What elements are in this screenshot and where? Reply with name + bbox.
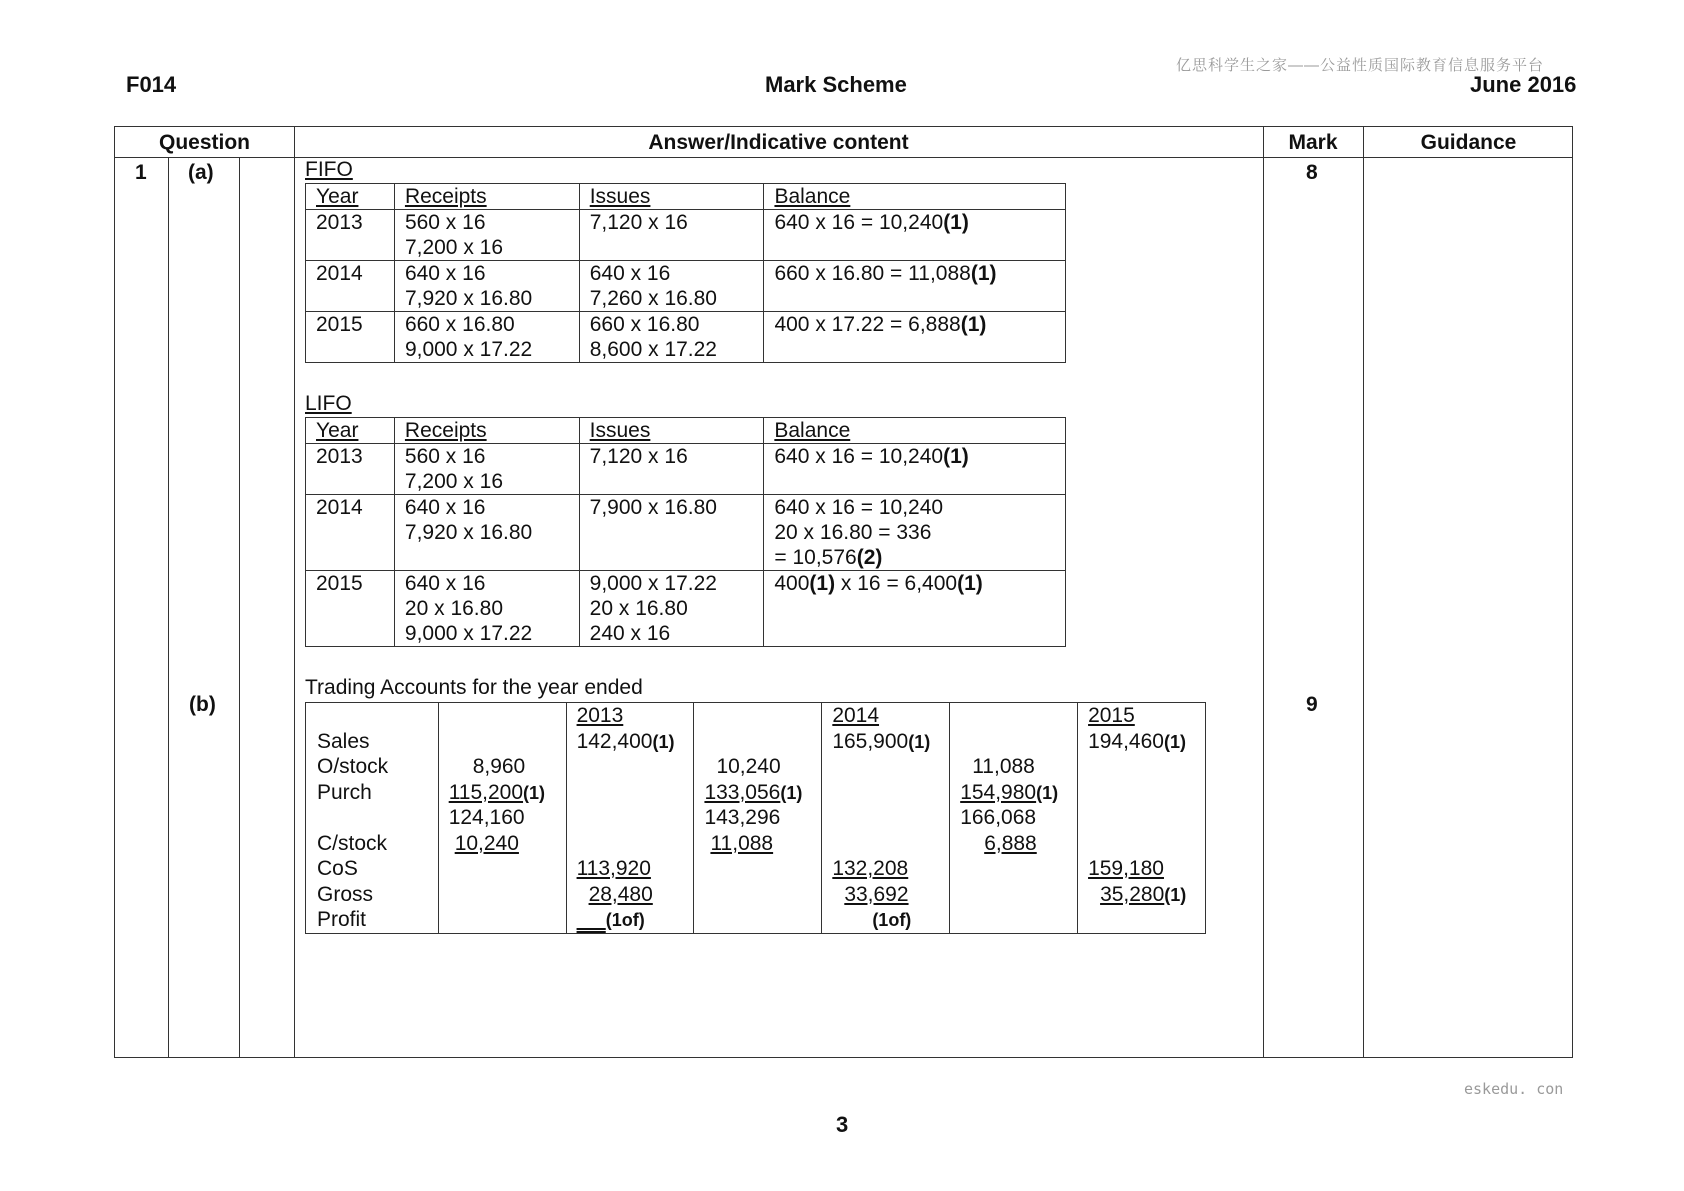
year-2013: 2013	[576, 704, 624, 727]
sales-2015: 194,460	[1088, 729, 1164, 753]
purch-mark-2015: (1)	[1036, 782, 1059, 803]
gross-2015: 35,280	[1100, 882, 1165, 906]
lifo-issue: 20 x 16.80	[589, 597, 688, 620]
subtotal-2013: 124,160	[448, 806, 525, 829]
fifo-issue: 7,120 x 16	[589, 211, 688, 234]
gross-2014: 33,692	[844, 882, 909, 906]
lifo-balance: 400	[774, 572, 810, 595]
fifo-col-balance: Balance	[774, 185, 851, 208]
purch-mark-2013: (1)	[523, 782, 546, 803]
lifo-receipt: 7,200 x 16	[404, 470, 504, 493]
ostock-2013: 8,960	[472, 755, 526, 778]
lifo-receipt: 640 x 16	[404, 572, 486, 595]
profit-mark-2013: (1of)	[605, 910, 645, 930]
label-profit: Profit	[317, 908, 367, 931]
fifo-balance-mark: (1)	[943, 211, 969, 234]
ostock-2014: 10,240	[716, 755, 781, 778]
lifo-issue: 7,120 x 16	[579, 444, 764, 495]
lifo-issue: 9,000 x 17.22	[589, 572, 717, 595]
fifo-receipt: 7,920 x 16.80	[404, 287, 533, 310]
fifo-balance: 640 x 16 = 10,240	[774, 211, 944, 234]
year-2014: 2014	[832, 704, 880, 727]
profit-mark-2014: (1of)	[872, 910, 912, 930]
column-answer: Answer/Indicative content	[648, 131, 909, 154]
page-number: 3	[836, 1112, 849, 1137]
lifo-col-balance: Balance	[774, 419, 851, 442]
lifo-receipt: 560 x 16	[404, 445, 486, 468]
lifo-header-row	[306, 418, 1066, 444]
fifo-receipt: 640 x 16	[404, 262, 486, 285]
mark-part-a: 8	[1306, 161, 1318, 184]
label-ostock: O/stock	[317, 755, 389, 778]
cstock-2015: 6,888	[984, 831, 1037, 855]
col-divider	[294, 127, 295, 1057]
lifo-col-year: Year	[316, 419, 359, 442]
question-number: 1	[135, 161, 147, 184]
purch-2014: 133,056	[704, 780, 781, 804]
fifo-balance-mark: (1)	[970, 262, 997, 285]
label-cstock: C/stock	[317, 831, 388, 855]
fifo-table	[305, 183, 1066, 363]
subtotal-2014: 143,296	[704, 806, 781, 829]
fifo-col-year: Year	[316, 185, 359, 208]
trading-row	[306, 703, 1206, 934]
fifo-balance-mark: (1)	[960, 313, 987, 336]
sales-2013: 142,400	[576, 729, 653, 753]
sales-2014: 165,900	[832, 729, 909, 753]
col-divider	[1363, 127, 1364, 1057]
lifo-balance: 20 x 16.80 = 336	[774, 521, 932, 544]
column-mark: Mark	[1288, 131, 1338, 154]
fifo-receipt: 7,200 x 16	[404, 236, 504, 259]
fifo-year: 2015	[306, 312, 395, 363]
lifo-balance: = 10,576	[774, 546, 857, 569]
fifo-receipt: 9,000 x 17.22	[404, 338, 533, 361]
fifo-issue: 660 x 16.80	[589, 313, 700, 336]
label-gross: Gross	[317, 882, 374, 906]
lifo-year: 2013	[306, 444, 395, 495]
lifo-col-receipts: Receipts	[404, 419, 487, 442]
part-b-label: (b)	[189, 693, 216, 716]
purch-2013: 115,200	[448, 780, 524, 804]
totals-2015	[1078, 703, 1206, 934]
col-divider	[239, 157, 240, 1057]
cstock-2014: 11,088	[710, 831, 774, 855]
watermark-bottom: eskedu. con	[1464, 1080, 1564, 1098]
workings-2014	[694, 703, 822, 934]
part-a-label: (a)	[188, 161, 214, 184]
lifo-balance-mark: (1)	[809, 572, 836, 595]
watermark-top: 亿思科学生之家——公益性质国际教育信息服务平台	[1176, 57, 1545, 74]
column-question: Question	[158, 131, 250, 154]
col-divider	[168, 157, 169, 1057]
lifo-balance: x 16 = 6,400	[835, 572, 958, 595]
lifo-balance-mark: (2)	[856, 546, 883, 569]
trading-labels	[306, 703, 439, 934]
lifo-year: 2014	[306, 495, 395, 571]
fifo-issue: 8,600 x 17.22	[589, 338, 717, 361]
paper-code: F014	[126, 72, 177, 97]
cos-2014: 132,208	[832, 857, 909, 880]
purch-mark-2014: (1)	[780, 782, 803, 803]
sales-mark-2015: (1)	[1163, 731, 1186, 752]
lifo-issue: 240 x 16	[589, 622, 671, 645]
fifo-row	[306, 210, 1066, 261]
cos-2015: 159,180	[1088, 857, 1164, 880]
lifo-row	[306, 495, 1066, 571]
fifo-balance: 400 x 17.22 = 6,888	[774, 313, 961, 336]
exam-date: June 2016	[1470, 72, 1577, 97]
sales-mark-2013: (1)	[652, 731, 675, 752]
fifo-issue: 640 x 16	[589, 262, 671, 285]
lifo-receipt: 9,000 x 17.22	[404, 622, 533, 645]
label-cos: CoS	[317, 857, 358, 880]
lifo-receipt: 7,920 x 16.80	[404, 521, 533, 544]
totals-2014	[822, 703, 950, 934]
col-divider	[1263, 127, 1264, 1057]
lifo-receipt: 20 x 16.80	[404, 597, 504, 620]
page-title: Mark Scheme	[765, 72, 907, 97]
fifo-header-row	[306, 184, 1066, 210]
fifo-col-issues: Issues	[589, 185, 651, 208]
lifo-balance: 640 x 16 = 10,240	[774, 445, 944, 468]
totals-2013	[566, 703, 694, 934]
trading-table	[305, 702, 1206, 934]
gross-mark-2015: (1)	[1164, 884, 1187, 905]
fifo-year: 2013	[306, 210, 395, 261]
fifo-col-receipts: Receipts	[404, 185, 487, 208]
lifo-row	[306, 571, 1066, 647]
mark-part-b: 9	[1306, 693, 1318, 716]
year-2015: 2015	[1088, 704, 1135, 727]
fifo-receipt: 560 x 16	[404, 211, 486, 234]
lifo-title: LIFO	[305, 392, 352, 415]
lifo-balance-mark: (1)	[957, 572, 983, 595]
label-purch: Purch	[317, 780, 372, 804]
cstock-2013: 10,240	[454, 831, 519, 855]
cos-2013: 113,920	[576, 857, 651, 880]
lifo-issue: 7,900 x 16.80	[579, 495, 764, 571]
lifo-col-issues: Issues	[589, 419, 651, 442]
column-guidance: Guidance	[1420, 131, 1517, 154]
lifo-balance-mark: (1)	[943, 445, 969, 468]
lifo-row	[306, 444, 1066, 495]
subtotal-2015: 166,068	[960, 806, 1037, 829]
fifo-receipt: 660 x 16.80	[404, 313, 515, 336]
fifo-year: 2014	[306, 261, 395, 312]
lifo-receipt: 640 x 16	[404, 496, 486, 519]
trading-title: Trading Accounts for the year ended	[305, 676, 643, 699]
lifo-table	[305, 417, 1066, 647]
sales-mark-2014: (1)	[908, 731, 931, 752]
purch-2015: 154,980	[960, 780, 1037, 804]
gross-2013: 28,480	[588, 882, 653, 906]
ostock-2015: 11,088	[972, 755, 1035, 778]
fifo-issue: 7,260 x 16.80	[589, 287, 717, 310]
fifo-row	[306, 312, 1066, 363]
workings-2015	[950, 703, 1078, 934]
label-sales: Sales	[317, 729, 370, 753]
lifo-year: 2015	[306, 571, 395, 647]
lifo-balance: 640 x 16 = 10,240	[774, 496, 944, 519]
fifo-title: FIFO	[305, 158, 353, 181]
fifo-row	[306, 261, 1066, 312]
fifo-balance: 660 x 16.80 = 11,088	[774, 262, 971, 285]
workings-2013	[438, 703, 566, 934]
